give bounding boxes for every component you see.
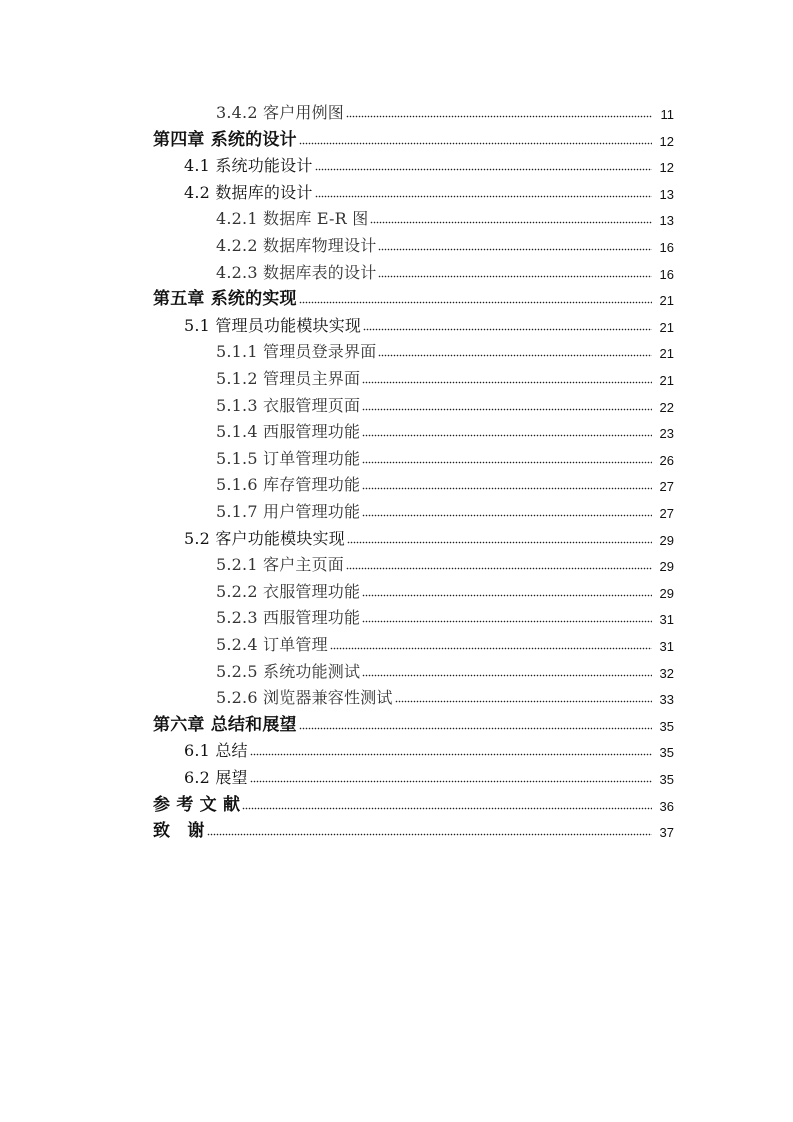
- toc-page-number: 11: [660, 107, 674, 122]
- toc-leader-dots: [346, 102, 652, 118]
- toc-entry-5-1-4[interactable]: [216, 416, 793, 442]
- toc-page-number: 32: [659, 665, 674, 681]
- toc-entry-6-2[interactable]: [184, 762, 793, 788]
- toc-entry-5-2-6[interactable]: [216, 682, 793, 708]
- toc-page-number: 31: [659, 639, 674, 654]
- toc-page-number: 12: [659, 133, 674, 149]
- toc-entry-4-2-3[interactable]: [216, 257, 793, 283]
- toc-entry-label: 5.2 客户功能模块实现: [184, 528, 345, 548]
- toc-page-number: 29: [659, 559, 674, 575]
- toc-page-number: 35: [659, 718, 674, 734]
- toc-leader-dots: [299, 129, 652, 145]
- toc-entry-label: 第四章 系统的设计: [153, 129, 297, 150]
- toc-leader-dots: [362, 501, 652, 517]
- toc-page-number: 21: [659, 346, 674, 362]
- toc-leader-dots: [315, 155, 652, 171]
- toc-leader-dots: [362, 607, 652, 623]
- toc-page-number: 21: [659, 373, 674, 388]
- toc-entry-5-2-1[interactable]: [216, 549, 793, 575]
- toc-entry-label: 5.1.2 管理员主界面: [216, 369, 361, 388]
- toc-entry-label: 5.1.3 衣服管理页面: [216, 395, 361, 415]
- toc-entry-5-1-2[interactable]: [216, 363, 793, 389]
- toc-entry-acknowledgements[interactable]: [153, 815, 793, 841]
- toc-entry-3-4-2[interactable]: [216, 97, 793, 123]
- toc-entry-label: 6.1 总结: [184, 741, 248, 761]
- toc-entry-4-1[interactable]: [184, 150, 793, 176]
- toc-leader-dots: [395, 687, 652, 703]
- toc-entry-label: 5.2.3 西服管理功能: [216, 608, 361, 628]
- toc-entry-label: 5.2.2 衣服管理功能: [216, 581, 361, 601]
- toc-entry-label: 参 考 文 献: [153, 794, 241, 815]
- toc-leader-dots: [330, 634, 652, 650]
- toc-leader-dots: [207, 820, 652, 836]
- toc-entry-chapter-6[interactable]: [153, 709, 793, 735]
- toc-entry-5-1-3[interactable]: [216, 390, 793, 416]
- toc-entry-5-1-1[interactable]: [216, 336, 793, 362]
- toc-page-number: 29: [659, 532, 674, 548]
- toc-entry-label: 5.1.1 管理员登录界面: [216, 342, 377, 362]
- toc-entry-4-2-1[interactable]: [216, 203, 793, 229]
- toc-page-number: 27: [659, 479, 674, 495]
- toc-page-number: 36: [659, 798, 674, 814]
- toc-leader-dots: [378, 235, 652, 251]
- toc-entry-label: 6.2 展望: [184, 768, 248, 787]
- toc-entry-label: 5.2.6 浏览器兼容性测试: [216, 688, 393, 708]
- toc-leader-dots: [362, 448, 652, 464]
- toc-entry-5-2-4[interactable]: [216, 629, 793, 655]
- toc-leader-dots: [250, 767, 652, 783]
- toc-page-number: 13: [659, 186, 674, 202]
- toc-entry-5-1-6[interactable]: [216, 469, 793, 495]
- toc-leader-dots: [362, 368, 652, 384]
- toc-entry-label: 5.1.6 库存管理功能: [216, 475, 361, 495]
- toc-entry-label: 5.2.4 订单管理: [216, 635, 328, 654]
- toc-entry-chapter-5[interactable]: [153, 283, 793, 309]
- toc-page-number: 21: [659, 319, 674, 335]
- toc-entry-label: 5.2.1 客户主页面: [216, 555, 344, 575]
- toc-page-number: 37: [659, 825, 674, 841]
- toc-entry-label: 5.1.5 订单管理功能: [216, 448, 361, 468]
- toc-entry-label: 3.4.2 客户用例图: [216, 103, 344, 122]
- toc-leader-dots: [362, 474, 652, 490]
- toc-page-number: 31: [659, 612, 674, 628]
- toc-entry-label: 4.2.2 数据库物理设计: [216, 236, 377, 255]
- toc-entry-4-2-2[interactable]: [216, 230, 793, 256]
- toc-entry-5-1-7[interactable]: [216, 496, 793, 522]
- toc-page-number: 21: [659, 293, 674, 309]
- toc-entry-5-2[interactable]: [184, 523, 793, 549]
- toc-page-number: 27: [659, 506, 674, 521]
- toc-entry-label: 5.1.4 西服管理功能: [216, 422, 361, 442]
- toc-leader-dots: [370, 208, 652, 224]
- toc-leader-dots: [299, 288, 652, 304]
- toc-entry-references[interactable]: [153, 789, 793, 815]
- toc-page-number: 35: [659, 772, 674, 787]
- toc-entry-label: 5.2.5 系统功能测试: [216, 661, 361, 681]
- toc-entry-label: 5.1.7 用户管理功能: [216, 502, 361, 521]
- toc-page-number: 16: [659, 266, 674, 282]
- toc-leader-dots: [315, 182, 652, 198]
- toc-entry-4-2[interactable]: [184, 177, 793, 203]
- toc-entry-5-1-5[interactable]: [216, 443, 793, 469]
- toc-page-number: 22: [659, 399, 674, 415]
- toc-entry-5-2-3[interactable]: [216, 602, 793, 628]
- toc-leader-dots: [362, 581, 652, 597]
- toc-entry-6-1[interactable]: [184, 735, 793, 761]
- toc-page-number: 23: [659, 426, 674, 442]
- toc-entry-label: 5.1 管理员功能模块实现: [184, 315, 362, 335]
- toc-page-number: 33: [659, 692, 674, 708]
- toc-page-number: 26: [659, 452, 674, 468]
- toc-leader-dots: [362, 395, 652, 411]
- toc-entry-label: 第六章 总结和展望: [153, 714, 297, 735]
- toc-entry-5-2-2[interactable]: [216, 576, 793, 602]
- toc-page-number: 35: [659, 745, 674, 761]
- toc-leader-dots: [242, 794, 652, 810]
- toc-page-number: 12: [659, 160, 674, 176]
- toc-leader-dots: [362, 661, 652, 677]
- toc-page-number: 13: [659, 213, 674, 229]
- toc-entry-5-2-5[interactable]: [216, 656, 793, 682]
- toc-leader-dots: [250, 740, 652, 756]
- toc-entry-label: 4.1 系统功能设计: [184, 156, 313, 176]
- toc-leader-dots: [363, 315, 652, 331]
- toc-entry-label: 4.2 数据库的设计: [184, 182, 313, 202]
- toc-leader-dots: [378, 341, 652, 357]
- toc-leader-dots: [362, 421, 652, 437]
- toc-entry-5-1[interactable]: [184, 310, 793, 336]
- toc-entry-chapter-4[interactable]: [153, 124, 793, 150]
- toc-page-number: 29: [659, 585, 674, 601]
- toc-entry-label: 第五章 系统的实现: [153, 289, 297, 310]
- toc-leader-dots: [346, 554, 652, 570]
- toc-leader-dots: [299, 714, 652, 730]
- toc-leader-dots: [347, 528, 652, 544]
- toc-leader-dots: [378, 262, 652, 278]
- toc-entry-label: 4.2.3 数据库表的设计: [216, 262, 377, 282]
- toc-page-number: 16: [659, 240, 674, 255]
- toc-entry-label: 4.2.1 数据库 E-R 图: [216, 209, 369, 229]
- toc-entry-label: 致 谢: [153, 821, 205, 842]
